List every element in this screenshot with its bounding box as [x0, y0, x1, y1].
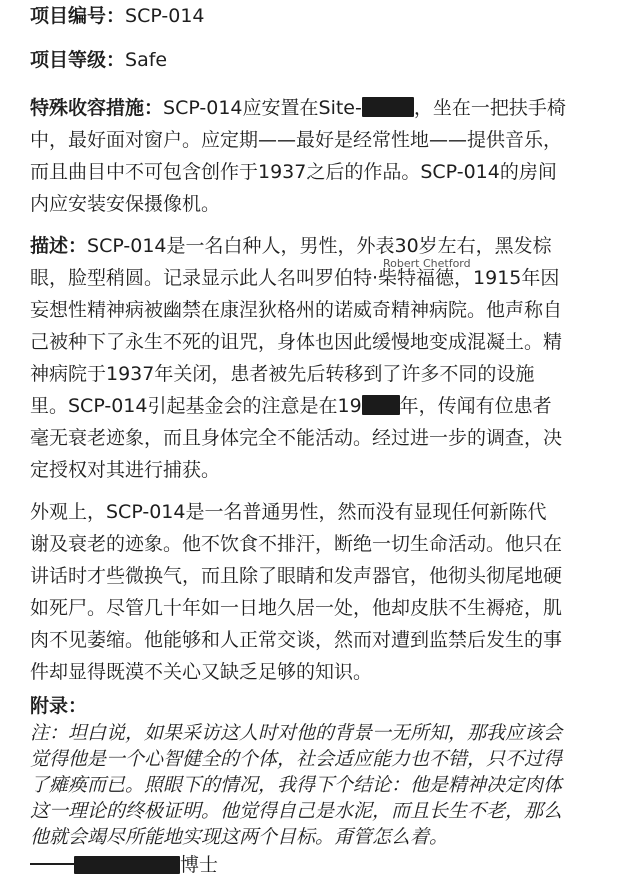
appearance-line-4: 如死尸。尽管几十年如一日地久居一处，他却皮肤不生褥疮，肌 [30, 597, 563, 619]
item-number-label: 项目编号： [30, 5, 126, 27]
description-line-2: 眼，脸型稍圆。记录显示此人名叫罗伯特·柴特福德，1915年因 [30, 267, 560, 289]
containment-line-3: 而且曲目中不可包含创作于1937之后的作品。SCP-014的房间 [30, 161, 557, 183]
item-number-value: SCP-014 [125, 5, 205, 27]
redaction-bar [74, 856, 180, 874]
containment-line-2: 中，最好面对窗户。应定期——最好是经常性地——提供音乐， [30, 129, 563, 151]
appearance-line-6: 件却显得既漠不关心又缺乏足够的知识。 [30, 661, 373, 683]
addendum-line-1: 注：坦白说，如果采访这人时对他的背景一无所知，那我应该会 [30, 722, 563, 744]
addendum-line-4: 这一理论的终极证明。他觉得自己是水泥，而且长生不老，那么 [30, 800, 563, 822]
description-line-5: 神病院于1937年关闭，患者被先后转移到了许多不同的设施 [30, 363, 535, 385]
signature-title: 博士 [180, 854, 219, 876]
object-class-label: 项目等级： [30, 49, 126, 71]
appearance-line-1: 外观上，SCP-014是一名普通男性，然而没有显现任何新陈代 [30, 501, 547, 523]
addendum-line-3: 了瘫痪而已。照眼下的情况，我得下个结论：他是精神决定肉体 [30, 774, 563, 796]
containment-line-4: 内应安装安保摄像机。 [30, 193, 221, 215]
object-class-value: Safe [125, 49, 168, 71]
signature-dash [30, 863, 74, 865]
object-class-line [30, 44, 167, 76]
name-annotation: Robert Chetford [383, 257, 471, 270]
addendum-line-2: 觉得他是一个心智健全的个体，社会适应能力也不错，只不过得 [30, 748, 563, 770]
description-line-8: 定授权对其进行捕获。 [30, 459, 221, 481]
containment-line-1: 特殊收容措施：SCP-014应安置在Site- ，坐在一把扶手椅 [30, 97, 566, 119]
redaction-bar [362, 395, 400, 415]
redaction-bar [362, 97, 414, 117]
appearance-line-2: 谢及衰老的迹象。他不饮食不排汗，断绝一切生命活动。他只在 [30, 533, 563, 555]
item-number-line [30, 0, 205, 32]
description-line-1: 描述：SCP-014是一名白种人，男性，外表30岁左右，黑发棕 [30, 235, 552, 257]
appearance-line-3: 讲话时才些微换气，而且除了眼睛和发声器官，他彻头彻尾地硬 [30, 565, 563, 587]
description-label: 描述： [30, 235, 88, 257]
addendum-label: 附录： [30, 695, 88, 717]
description-line-4: 己被种下了永生不死的诅咒，身体也因此缓慢地变成混凝土。精 [30, 331, 563, 353]
description-line-6: 里。SCP-014引起基金会的注意是在19 年，传闻有位患者 [30, 395, 552, 417]
description-line-3: 妄想性精神病被幽禁在康涅狄格州的诺威奇精神病院。他声称自 [30, 299, 563, 321]
addendum-line-5: 他就会竭尽所能地实现这两个目标。甭管怎么着。 [30, 826, 449, 848]
containment-label: 特殊收容措施： [30, 97, 164, 119]
signature [30, 852, 218, 878]
description-line-7: 毫无衰老迹象，而且身体完全不能活动。经过进一步的调查，决 [30, 427, 563, 449]
appearance-line-5: 肉不见萎缩。他能够和人正常交谈，然而对遭到监禁后发生的事 [30, 629, 563, 651]
